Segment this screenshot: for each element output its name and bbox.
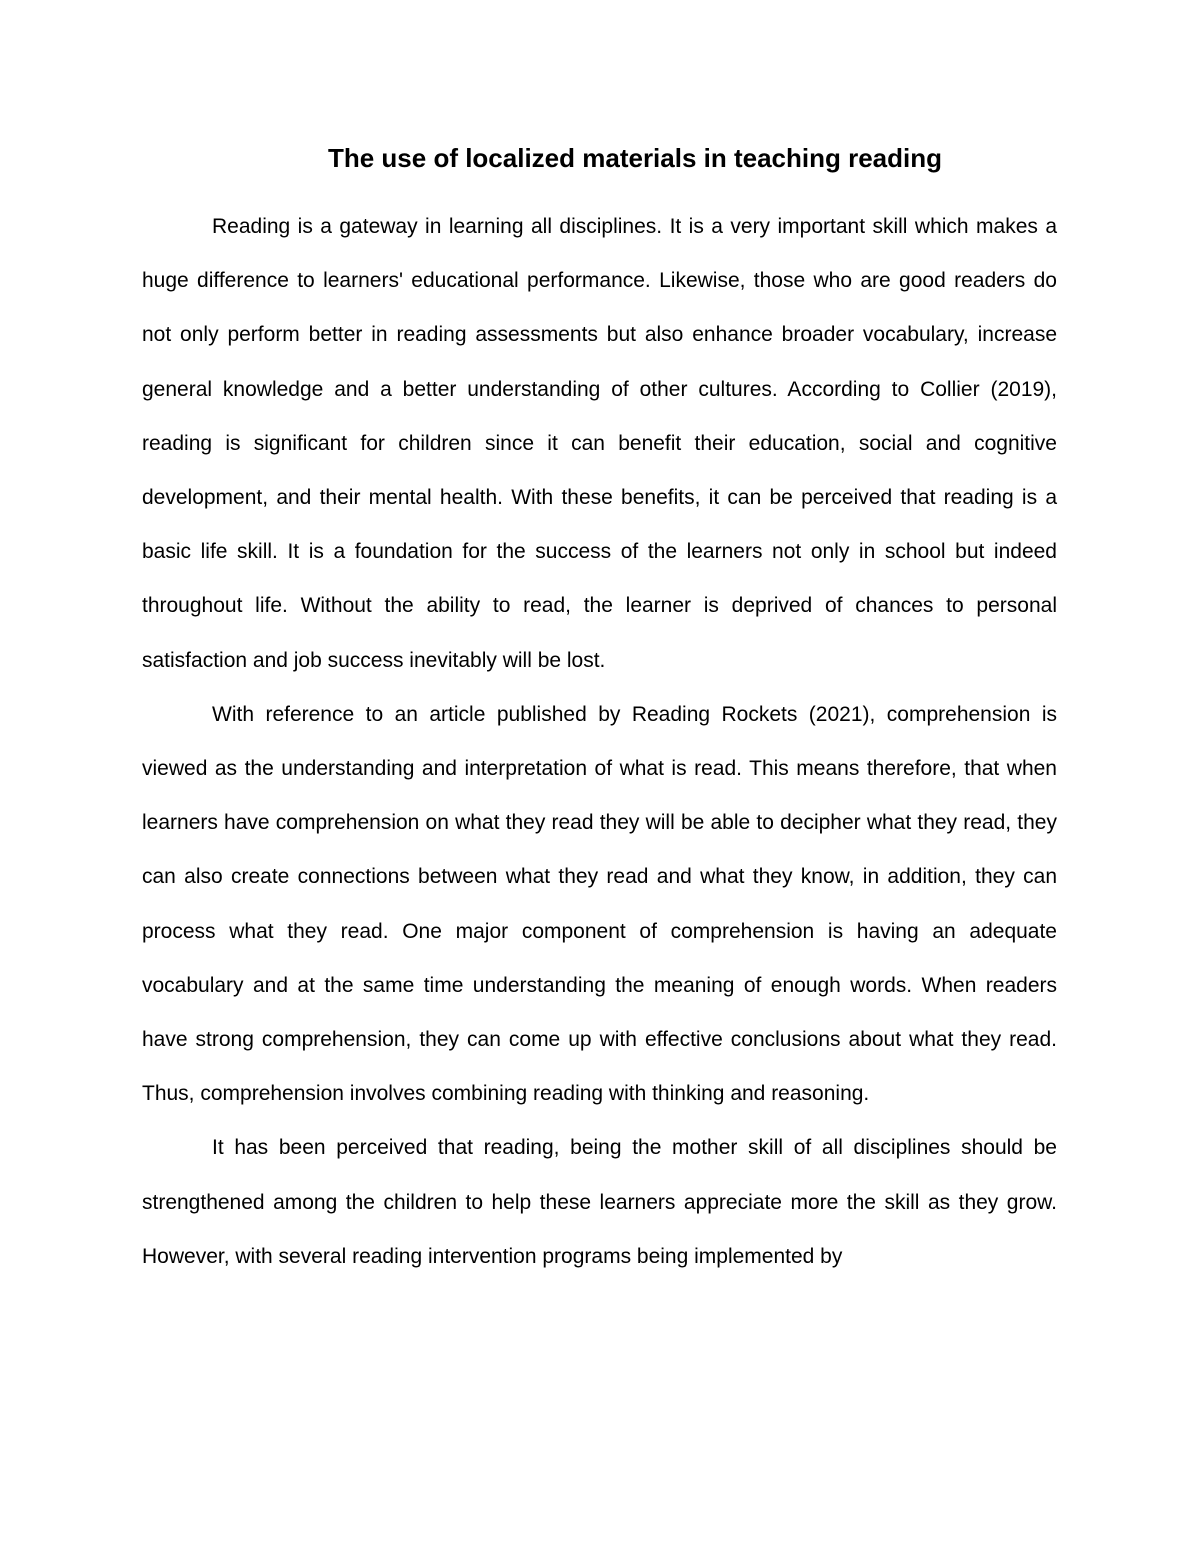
paragraph-2: With reference to an article published by Reading Rockets (2021), comprehension is viewed as the understanding and interpretation of what is read. This means therefore, that when learners have comprehension on what they read they will be able to decipher what they read, they can also create connections between what they read and what they know, in addition, they can process what they read. One major component of comprehension is having an adequate vocabulary and at the same time understanding the meaning of enough words. When readers have strong comprehension, they can come up with effective conclusions about what they read. Thus, comprehension involves combining reading with thinking and reasoning. [142,702,1057,1106]
paragraph-3: It has been perceived that reading, being the mother skill of all disciplines should be strengthened among the children to help these learners appreciate more the skill as they grow. However, with several reading intervention programs being implemented by [142,1136,1057,1268]
document-body [142,200,1057,1284]
paragraph-1: Reading is a gateway in learning all disciplines. It is a very important skill which makes a huge difference to learners' educational performance. Likewise, those who are good readers do not only perform better in reading assessments but also enhance broader vocabulary, increase general knowledge and a better understanding of other cultures. According to Collier (2019), reading is significant for children since it can benefit their education, social and cognitive development, and their mental health. With these benefits, it can be perceived that reading is a basic life skill. It is a foundation for the success of the learners not only in school but indeed throughout life. Without the ability to read, the learner is deprived of chances to personal satisfaction and job success inevitably will be lost. [142,215,1057,672]
document-title: The use of localized materials in teaching reading [327,143,943,173]
